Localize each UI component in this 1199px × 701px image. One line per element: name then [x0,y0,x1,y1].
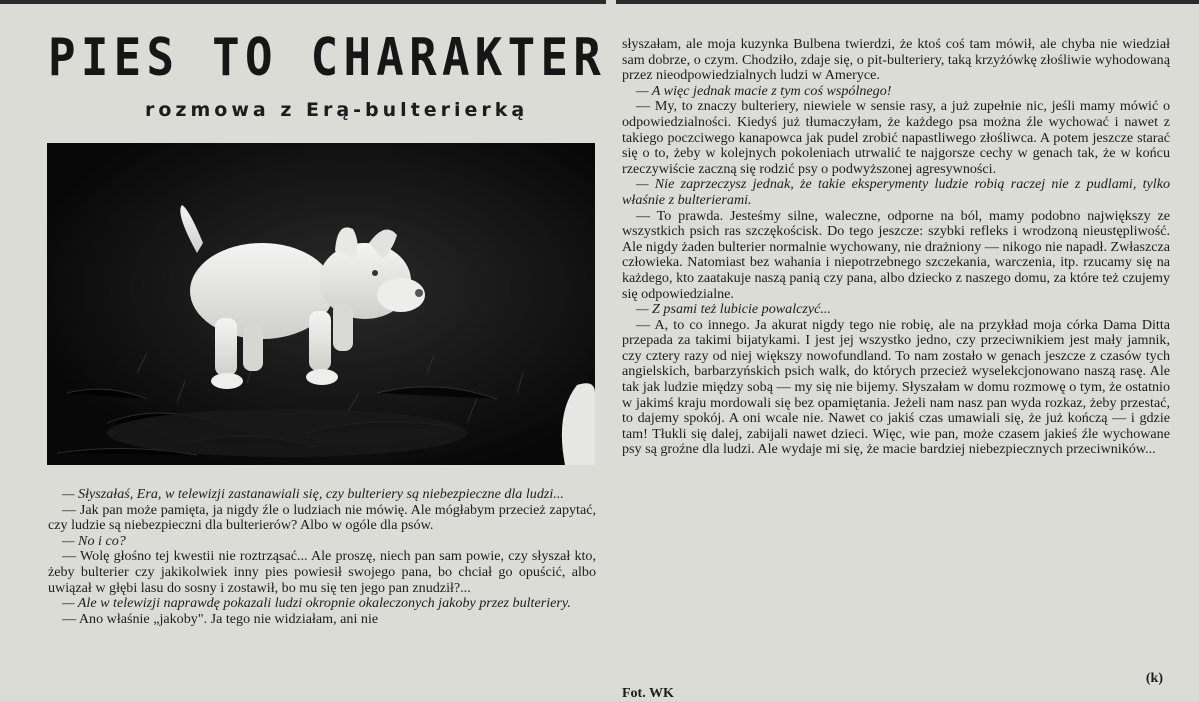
answer-paragraph: słyszałam, ale moja kuzynka Bulbena twierdzi, że ktoś coś tam mówił, ale chyba nie wiedział sam dobrze, o czym. Chodziło, zdaje się, o pit-bulteriery, taką krzyżówkę złośliwie wyhodowaną przez nieodpowiedzialnych ludzi w Ameryce. [622,36,1170,84]
article-left-column [48,487,596,627]
answer-paragraph: — My, to znaczy bulteriery, niewiele w sensie rasy, a już zupełnie nic, jeśli mamy mówić o odpowiedzialności. Kiedyś już tłumaczyłam, że każdego psa można źle wychować i nawet z takiego poczciwego kanapowca jak pudel zrobić napastliwego złośliwca. A potem jeszcze starać się o to, żeby w kolejnych pokoleniach utrwalić te najgorsze cechy w genach tak, że w końcu rzeczywiście zaczną się rodzić psy o podwyższonej agresywności. [622,98,1170,177]
top-rule [0,0,1199,4]
question-paragraph: — Słyszałaś, Era, w telewizji zastanawiali się, czy bulteriery są niebezpieczne dla ludzi... [62,486,564,502]
answer-paragraph: — Wolę głośno tej kwestii nie roztrząsać... Ale proszę, niech pan sam powie, czy słyszał kto, żeby bulterier czy jakikolwiek inny pies powiesił swojego pana, bo chciał go opuścić, albo uwiązał w głębi lasu do sosny i zostawił, bo mu się ten jego pan znudził?... [48,548,596,596]
article-title: PIES TO CHARAKTER [48,28,607,88]
author-signature: (k) [1145,671,1163,686]
question-paragraph: — Z psami też lubicie powalczyć... [636,301,831,318]
answer-paragraph: — Jak pan może pamięta, ja nigdy źle o ludziach nie mówię. Ale mógłabym przecież zapytać, czy ludzie są niebezpieczni dla bulterierów? Albo w ogóle dla psów. [48,501,596,534]
puppy-photo-illustration [47,143,595,465]
top-rule-gap [606,0,616,4]
photo-credit: Fot. WK [622,686,674,701]
article-subtitle: rozmowa z Erą-bulterierką [145,99,529,121]
question-paragraph: — No i co? [62,532,126,549]
answer-paragraph: — Ano właśnie „jakoby". Ja tego nie widziałam, ani nie [62,610,379,627]
question-paragraph: — Nie zaprzeczysz jednak, że takie eksperymenty ludzie robią raczej nie z pudlami, tylko właśnie z bulterierami. [622,176,1170,208]
article-right-column [622,37,1170,458]
question-paragraph: — A więc jednak macie z tym coś wspólnego! [636,82,892,99]
answer-paragraph: — To prawda. Jesteśmy silne, waleczne, odporne na ból, mamy podobno największy ze wszystkich psich ras szczękościsk. Do tego jeszcze: szybki refleks i wrodzoną nieustępliwość. Ale nigdy żaden bulterier normalnie wychowany, nie drażniony — nikogo nie napadł. Zwłaszcza człowieka. Natomiast bez wahania i niepotrzebnego szczekania, warczenia, itp. rzucamy się na każdego, kto zaatakuje naszą panią czy pana, albo dziecko z naszego domu, za które też czujemy się odpowiedzialne. [622,207,1170,302]
question-paragraph: — Ale w telewizji naprawdę pokazali ludzi okropnie okaleczonych jakoby przez bulteriery. [62,595,571,612]
bull-terrier-puppy-photo [47,143,595,465]
answer-paragraph: — A, to co innego. Ja akurat nigdy tego nie robię, ale na przykład moja córka Dama Ditta przepada za takimi bijatykami. I jest jej wszystko jedno, czy przeciwnikiem jest mały jamnik, czy cztery razy od niej większy nowofundland. To nam zostało w genach jeszcze z czasów tych angielskich, barbarzyńskich psich walk, do których przecież wyselekcjonowano naszą rasę. Ale tak jak ludzie między sobą — my się nie bijemy. Słyszałam w domu rozmowę o tym, że ostatnio w jakimś kraju mordowali się bez opamiętania. Jeżeli nam nasz pan wyda rozkaz, żeby przestać, to dajemy spokój. A oni wcale nie. Nawet co jakiś czas umawiali się, że już kończą — i gdzie tam! Tłukli się dalej, zabijali nawet dzieci. Więc, wie pan, może czasem jakieś źle wychowane psy są groźne dla ludzi. Ale wydaje mi się, że macie bardziej niebezpiecznych przeciwników... [622,316,1170,458]
